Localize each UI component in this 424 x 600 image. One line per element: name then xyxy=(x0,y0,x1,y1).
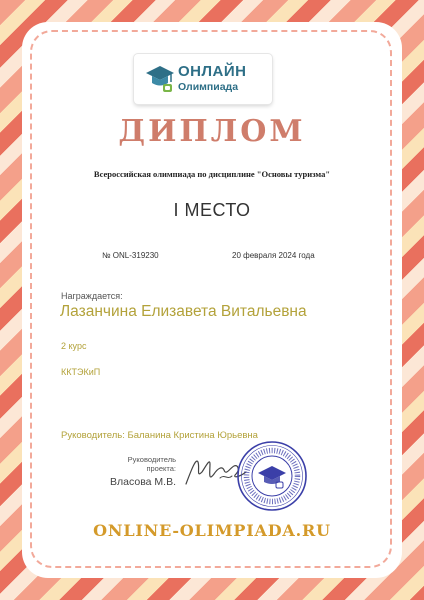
stamp-seal xyxy=(236,440,308,512)
footer-website: ONLINE-OLIMPIADA.RU xyxy=(93,521,331,540)
diploma-title: ДИПЛОМ xyxy=(118,114,306,149)
graduation-cap-icon xyxy=(144,62,176,94)
organization: ККТЭКиП xyxy=(61,367,101,377)
supervisor: Руководитель: Баланина Кристина Юрьевна xyxy=(61,430,258,441)
diploma-number: № ONL-319230 xyxy=(102,251,159,260)
signatory-name: Власова М.В. xyxy=(110,476,176,488)
awarded-label: Награждается: xyxy=(61,291,123,301)
course: 2 курс xyxy=(61,341,87,351)
awardee-name: Лазанчина Елизавета Витальевна xyxy=(60,303,307,320)
olympiad-subtitle: Всероссийская олимпиада по дисциплине "Основы туризма" xyxy=(93,169,331,179)
logo-subtitle: Олимпиада xyxy=(178,81,239,93)
logo-title: ОНЛАЙН xyxy=(178,63,247,80)
diploma-date: 20 февраля 2024 года xyxy=(232,251,315,260)
signature-label-line1: Руководитель xyxy=(127,455,176,464)
signature-label-line2: проекта: xyxy=(146,464,176,473)
place-award: I МЕСТО xyxy=(173,200,251,220)
signature-label xyxy=(110,455,176,473)
logo xyxy=(134,54,272,104)
